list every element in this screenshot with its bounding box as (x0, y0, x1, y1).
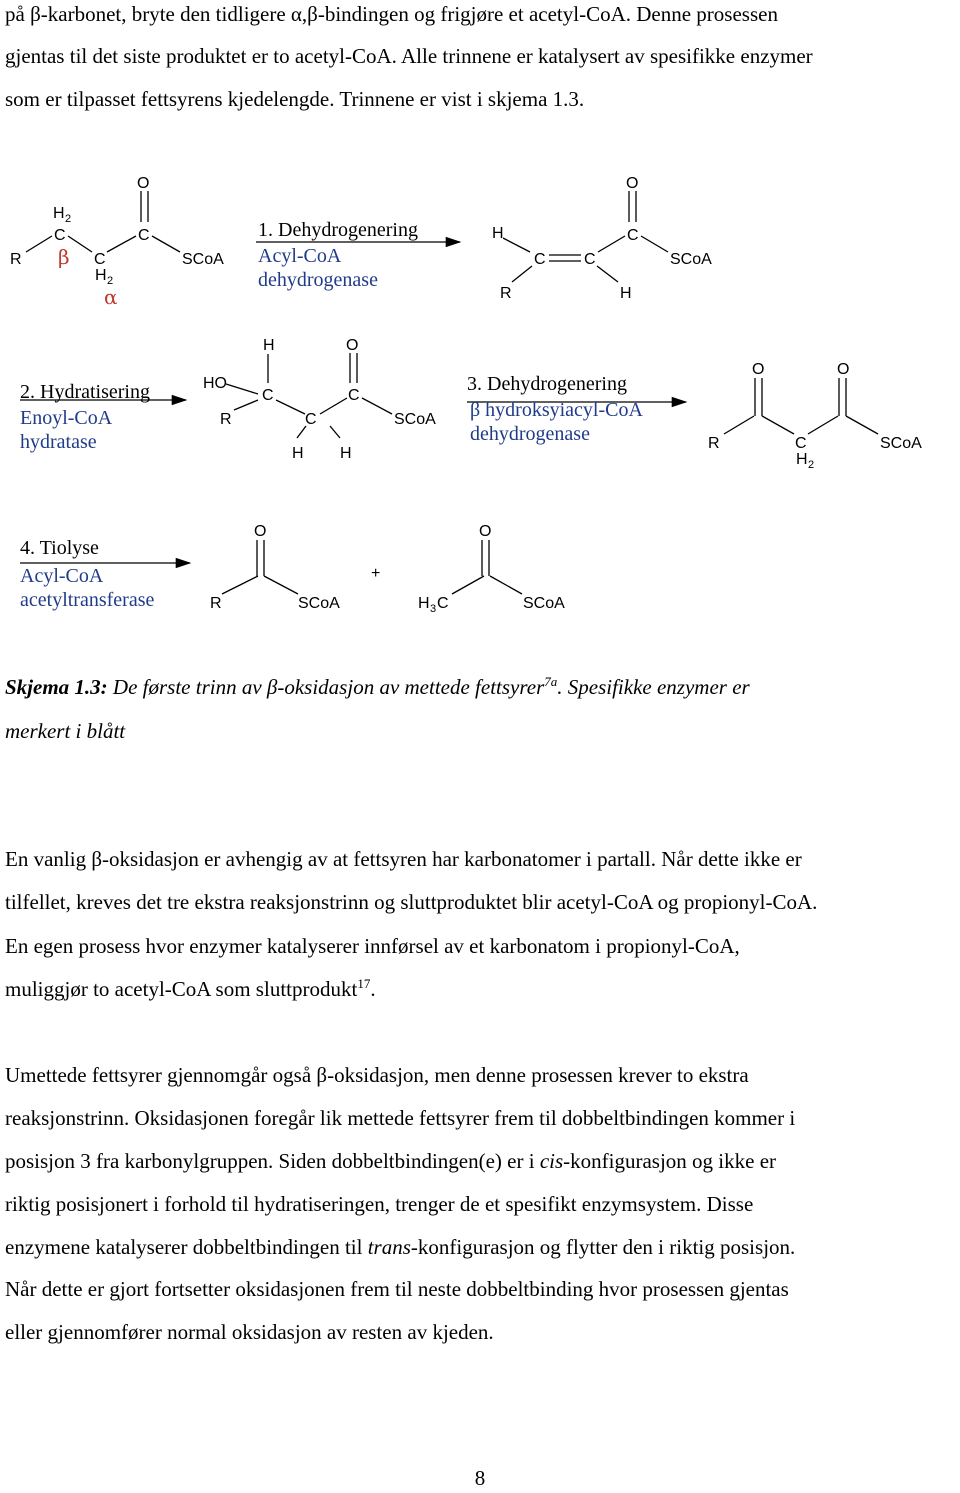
plus-sign: + (371, 565, 381, 582)
atom-c: C (795, 435, 807, 452)
atom-c: C (584, 251, 596, 268)
step3-enzyme-line1: β hydroksyiacyl-CoA (470, 399, 643, 421)
para2-line-1: Umettede fettsyrer gjennomgår også β-oksidasjon, men denne prosessen krever to ekstra (5, 1063, 749, 1087)
atom-r: R (220, 411, 232, 428)
caption-line-2: merkert i blått (5, 719, 126, 743)
para1-line-4-end: . (370, 977, 376, 1001)
step4-enzyme-line1: Acyl-CoA (20, 565, 104, 587)
step2-label: 2. Hydratisering (20, 381, 150, 403)
step4-label: 4. Tiolyse (20, 537, 99, 559)
caption-text-continued: . Spesifikke enzymer er (557, 675, 750, 699)
para1-line-2: tilfellet, kreves det tre ekstra reaksjonstrinn og sluttproduktet blir acetyl-CoA og propionyl-CoA. (5, 890, 818, 914)
step4-enzyme-line2: acetyltransferase (20, 589, 155, 611)
para2-line-6: Når dette er gjort fortsetter oksidasjonen frem til neste dobbeltbinding hvor prosessen gjentas (5, 1277, 789, 1301)
subscript: 2 (107, 275, 114, 287)
para2-line-2: reaksjonstrinn. Oksidasjonen foregår lik mettede fettsyrer frem til dobbeltbindingen kommer i (5, 1106, 796, 1130)
atom-o: O (837, 361, 850, 378)
scoa-label: SCoA (880, 435, 922, 452)
atom-c: C (94, 251, 106, 268)
para1-reference: 17 (357, 976, 371, 991)
para2-line-3-end: -konfigurasjon og ikke er (563, 1149, 777, 1173)
atom-o: O (752, 361, 765, 378)
caption-label: Skjema 1.3: (5, 675, 108, 699)
caption-text: De første trinn av β-oksidasjon av mettede fettsyrer (107, 675, 545, 699)
atom-r: R (708, 435, 720, 452)
scoa-label: SCoA (298, 595, 340, 612)
intro-line-3: som er tilpasset fettsyrens kjedelengde. Trinnene er vist i skjema 1.3. (5, 87, 585, 111)
atom-o: O (479, 523, 492, 540)
page-number: 8 (474, 1466, 486, 1490)
step3-label: 3. Dehydrogenering (467, 373, 627, 395)
step1-label: 1. Dehydrogenering (258, 219, 418, 241)
atom-h: H (796, 451, 808, 468)
subscript: 2 (65, 213, 72, 225)
scoa-label: SCoA (182, 251, 224, 268)
atom-r: R (10, 251, 22, 268)
intro-line-2: gjentas til det siste produktet er to acetyl-CoA. Alle trinnene er katalysert av spesifikke enzymer (5, 44, 813, 68)
atom-r: R (210, 595, 222, 612)
scoa-label: SCoA (670, 251, 712, 268)
para2-cis: cis (539, 1149, 564, 1173)
atom-h: H (263, 337, 275, 354)
atom-c: C (138, 227, 150, 244)
para1-line-3: En egen prosess hvor enzymer katalyserer innførsel av et karbonatom i propionyl-CoA, (5, 934, 740, 958)
atom-r: R (500, 285, 512, 302)
step2-enzyme-line1: Enoyl-CoA (20, 407, 113, 429)
para2-line-5-end: -konfigurasjon og flytter den i riktig posisjon. (410, 1235, 796, 1259)
alpha-label: α (104, 285, 118, 309)
atom-o: O (137, 175, 150, 192)
intro-line-1: på β-karbonet, bryte den tidligere α,β-bindingen og frigjøre et acetyl-CoA. Denne prosessen (5, 2, 778, 26)
para1-line-4-text: muliggjør to acetyl-CoA som sluttprodukt (5, 977, 358, 1001)
step1-enzyme-line2: dehydrogenase (258, 269, 378, 291)
para1-line-4 (5, 977, 376, 1002)
atom-h: H (340, 445, 352, 462)
atom-h: H (492, 225, 504, 242)
beta-label: β (58, 245, 70, 269)
scoa-label: SCoA (523, 595, 565, 612)
step3-enzyme-line2: dehydrogenase (470, 423, 590, 445)
atom-h: H (53, 205, 65, 222)
atom-c: C (348, 387, 360, 404)
para2-line-7: eller gjennomfører normal oksidasjon av resten av kjeden. (5, 1320, 494, 1344)
para1-line-1: En vanlig β-oksidasjon er avhengig av at fettsyren har karbonatomer i partall. Når dette ikke er (5, 847, 802, 871)
caption-line-1 (5, 675, 750, 700)
atom-c: C (437, 595, 449, 612)
para2-line-3-text: posisjon 3 fra karbonylgruppen. Siden dobbeltbindingen(e) er i (5, 1149, 540, 1173)
para2-trans: trans (367, 1235, 411, 1259)
step2-enzyme-line2: hydratase (20, 431, 97, 453)
reaction-scheme (0, 0, 960, 640)
atom-o: O (254, 523, 267, 540)
atom-h: H (95, 267, 107, 284)
atom-c: C (534, 251, 546, 268)
caption-reference: 7a (544, 674, 558, 689)
scoa-label: SCoA (394, 411, 436, 428)
atom-h: H (620, 285, 632, 302)
para2-line-5 (5, 1235, 795, 1260)
atom-c: C (54, 227, 66, 244)
atom-c: C (627, 227, 639, 244)
para2-line-4: riktig posisjonert i forhold til hydratiseringen, trenger de et spesifikt enzymsystem. Disse (5, 1192, 754, 1216)
subscript: 3 (430, 603, 437, 615)
atom-o: O (346, 337, 359, 354)
para2-line-5-text: enzymene katalyserer dobbeltbindingen til (5, 1235, 368, 1259)
step1-enzyme-line1: Acyl-CoA (258, 245, 342, 267)
atom-o: O (626, 175, 639, 192)
atom-c: C (305, 411, 317, 428)
subscript: 2 (808, 459, 815, 471)
para2-line-3 (5, 1149, 776, 1174)
atom-c: C (262, 387, 274, 404)
atom-h: H (292, 445, 304, 462)
atom-ho: HO (203, 375, 227, 392)
atom-h: H (418, 595, 430, 612)
